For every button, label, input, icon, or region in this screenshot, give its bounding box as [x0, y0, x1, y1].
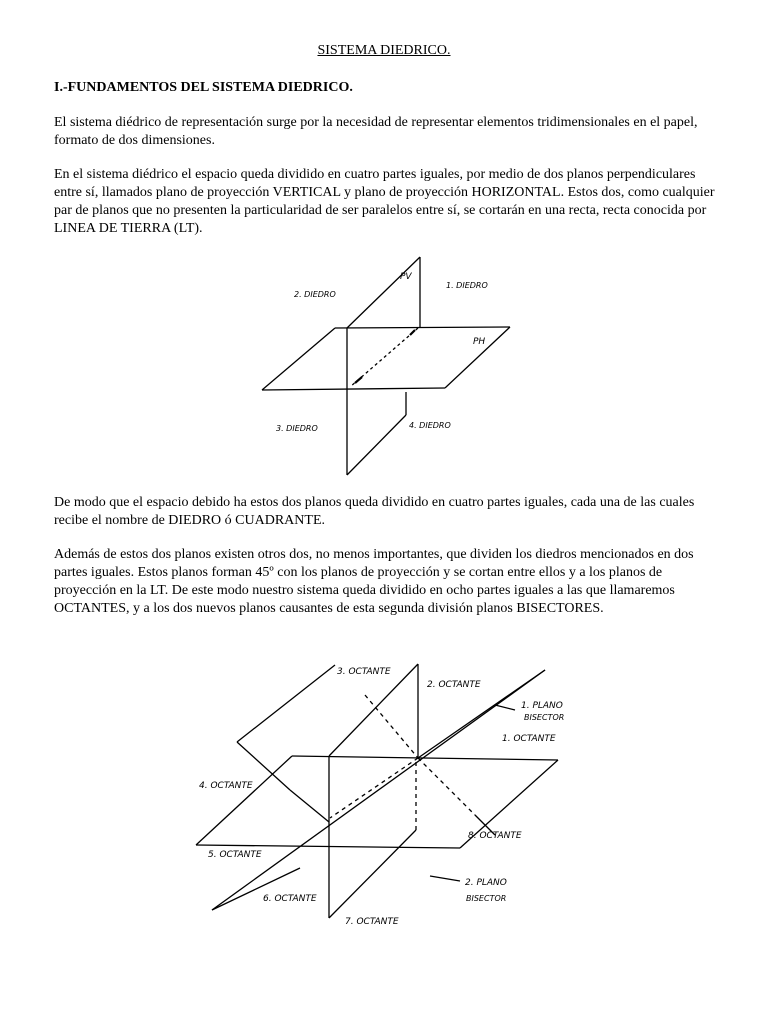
diedro-2-label: 2. DIEDRO — [294, 290, 336, 299]
bisector-1-label-line2: BISECTOR — [524, 713, 565, 722]
paragraph-2: En el sistema diédrico el espacio queda dividido en cuatro partes iguales, por medio de dos planos perpendiculares entre sí, llamados plano de proyección VERTICAL y plano de proyección HORIZONTAL. Estos dos, como cualquier par de planos que no presenten la particularidad de ser paralelos entre sí, se cortarán en una recta, recta conocida por LINEA DE TIERRA (LT). — [54, 167, 715, 236]
dashed-diagonal — [330, 758, 418, 818]
document-title: SISTEMA DIEDRICO. — [317, 43, 451, 58]
paragraph-1: El sistema diédrico de representación surge por la necesidad de representar elementos tridimensionales en el papel, formato de dos dimensiones. — [54, 115, 698, 148]
bisector-2-pointer — [430, 876, 460, 881]
octante-1-label: 1. OCTANTE — [502, 734, 556, 744]
diedro-1-label: 1. DIEDRO — [446, 281, 488, 290]
paragraph-3: De modo que el espacio debido ha estos dos planos queda dividido en cuatro partes iguales, cada una de las cuales recibe el nombre de DIEDRO ó CUADRANTE. — [54, 495, 695, 528]
diedro-4-label: 4. DIEDRO — [409, 421, 451, 430]
octante-7-label: 7. OCTANTE — [345, 917, 399, 927]
vertical-plane — [329, 664, 418, 918]
octante-8-label: 8. OCTANTE — [468, 831, 522, 841]
octantes-figure — [0, 655, 768, 955]
vertical-plane — [347, 257, 420, 475]
pv-label: PV — [400, 272, 412, 282]
octante-4-label: 4. OCTANTE — [199, 781, 253, 791]
paragraph-4: Además de estos dos planos existen otros dos, no menos importantes, que dividen los diedros mencionados en dos partes iguales. Estos planos forman 45º con los planos de proyección y se cortan entre ellos y a los planos de proyección en la LT. De este modo nuestro sistema queda dividido en ocho partes iguales a las que llamaremos OCTANTES, y a los dos nuevos planos causantes de esta segunda división planos BISECTORES. — [54, 547, 694, 616]
octante-3-label: 3. OCTANTE — [337, 667, 391, 677]
diedros-figure — [0, 245, 768, 485]
ph-label: PH — [473, 337, 486, 347]
bisector-2-label-line1: 2. PLANO — [465, 878, 507, 888]
bisector-plane-1 — [212, 670, 545, 910]
bisector-plane-2 — [237, 665, 495, 835]
octante-5-label: 5. OCTANTE — [208, 850, 262, 860]
bisector-2-label-line2: BISECTOR — [466, 894, 507, 903]
section-heading: I.-FUNDAMENTOS DEL SISTEMA DIEDRICO. — [54, 80, 353, 95]
octante-6-label: 6. OCTANTE — [263, 894, 317, 904]
bisector-1-pointer — [495, 705, 515, 710]
diedro-3-label: 3. DIEDRO — [276, 424, 318, 433]
bisector-1-label-line1: 1. PLANO — [521, 701, 563, 711]
octante-2-label: 2. OCTANTE — [427, 680, 481, 690]
